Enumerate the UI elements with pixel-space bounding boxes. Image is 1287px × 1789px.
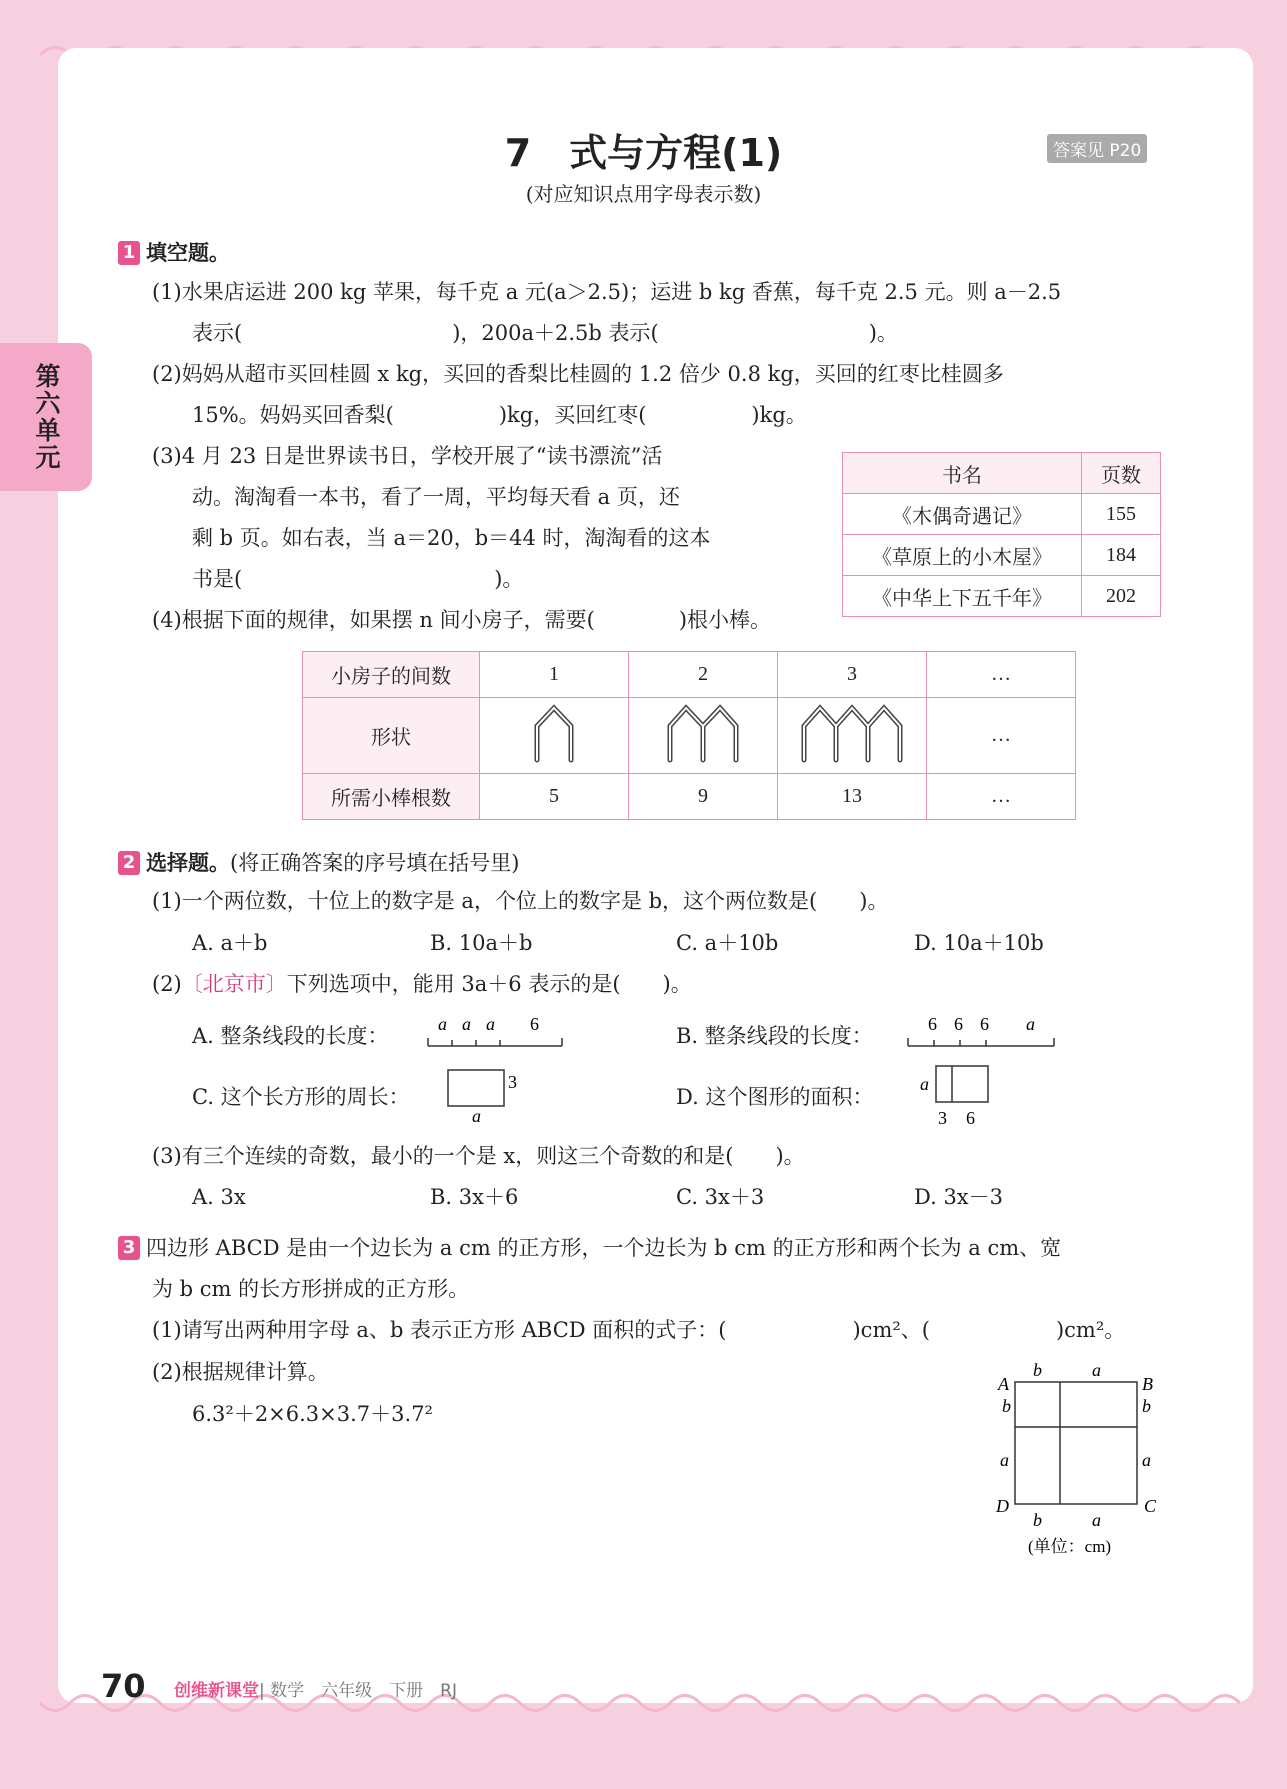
- s1-q2-line2: 15%。妈妈买回香梨( )kg，买回红枣( )kg。: [192, 403, 807, 427]
- s2-q3-opt-a: A. 3x: [192, 1185, 246, 1209]
- unit-side-tab: [0, 343, 92, 491]
- segment-diagram-b: [906, 1012, 1058, 1052]
- table-row: [843, 494, 1161, 535]
- page-title: 7 式与方程(1): [504, 131, 783, 175]
- unit-label: 第六单元: [32, 363, 61, 471]
- house-shape-1: [480, 698, 629, 774]
- s1-q3-line2: 动。淘淘看一本书，看了一周，平均每天看 a 页，还: [192, 485, 680, 509]
- s2-q2-region-tag: 〔北京市〕: [181, 972, 287, 996]
- rect-c-width: 3: [508, 1072, 517, 1092]
- house-stick-figure-3: [796, 702, 908, 764]
- s2-q2-opt-b: B. 整条线段的长度：: [676, 1024, 873, 1048]
- section1-heading: [118, 237, 230, 267]
- area-d-height: a: [920, 1074, 929, 1094]
- sticks-needed-label: 所需小棒根数: [303, 774, 480, 820]
- unit-caption: (单位：cm): [1028, 1537, 1112, 1556]
- top-a-label: a: [1092, 1360, 1101, 1380]
- bottom-a-label: a: [1092, 1510, 1101, 1530]
- right-a-label: a: [1142, 1450, 1151, 1470]
- footer-info: [174, 1676, 457, 1701]
- s1-q1-line2: 表示( )，200a＋2.5b 表示( )。: [192, 321, 898, 345]
- sticks-needed-cell: 13: [778, 774, 927, 820]
- house-count-cell: 2: [629, 652, 778, 698]
- right-b-label: b: [1142, 1396, 1151, 1416]
- vertex-a: A: [998, 1374, 1009, 1394]
- book-table-header-name: 书名: [843, 453, 1082, 494]
- house-stick-figure-1: [529, 702, 579, 764]
- square-abcd-figure: [990, 1360, 1170, 1560]
- vertex-b: B: [1142, 1374, 1153, 1394]
- s2-q2-prefix: (2): [152, 972, 182, 996]
- house-shape-more: …: [927, 698, 1076, 774]
- house-stick-figure-2: [662, 702, 744, 764]
- s2-q1: (1)一个两位数，十位上的数字是 a，个位上的数字是 b，这个两位数是( )。: [152, 889, 889, 913]
- section2-badge: 2: [118, 851, 140, 875]
- seg-a-label: a: [438, 1014, 447, 1034]
- house-count-cell: 1: [480, 652, 629, 698]
- vertex-d: D: [996, 1496, 1009, 1516]
- house-count-cell: 3: [778, 652, 927, 698]
- s1-q3-line1: (3)4 月 23 日是世界读书日，学校开展了“读书漂流”活: [152, 444, 663, 468]
- answer-reference-tag: 答案见 P20: [1047, 134, 1147, 163]
- sticks-needed-cell: 9: [629, 774, 778, 820]
- footer-brand: 创维新课堂: [174, 1681, 259, 1701]
- s3-line1-text: 四边形 ABCD 是由一个边长为 a cm 的正方形，一个边长为 b cm 的正方形和两个长为 a cm、宽: [146, 1236, 1062, 1260]
- area-d-right-width: 6: [966, 1108, 975, 1128]
- house-count-cell: …: [927, 652, 1076, 698]
- house-pattern-table: [302, 651, 1076, 820]
- seg-b-label: a: [1026, 1014, 1035, 1034]
- s1-q3-line4: 书是( )。: [192, 567, 524, 591]
- rect-c-length: a: [472, 1106, 481, 1124]
- section3-badge: 3: [118, 1236, 140, 1260]
- book-name: 《木偶奇遇记》: [843, 494, 1082, 535]
- table-row: [843, 576, 1161, 617]
- book-table-header-pages: 页数: [1082, 453, 1161, 494]
- s1-q1-line1: (1)水果店运进 200 kg 苹果，每千克 a 元(a＞2.5)；运进 b kg 香蕉，每千克 2.5 元。则 a－2.5: [152, 280, 1062, 304]
- page-number: 70: [101, 1667, 146, 1705]
- book-table-header: [843, 453, 1161, 494]
- book-table: [842, 452, 1161, 617]
- s3-q2: (2)根据规律计算。: [152, 1360, 329, 1384]
- s2-q1-opt-d: D. 10a＋10b: [914, 931, 1044, 955]
- rectangle-diagram-c: [446, 1066, 526, 1124]
- top-b-label: b: [1033, 1360, 1042, 1380]
- book-name: 《草原上的小木屋》: [843, 535, 1082, 576]
- footer-book-info: | 数学 六年级 下册 RJ: [259, 1681, 457, 1701]
- s3-q1: (1)请写出两种用字母 a、b 表示正方形 ABCD 面积的式子：( )cm²、( )cm²。: [152, 1318, 1126, 1342]
- house-shape-3: [778, 698, 927, 774]
- s1-q2-line1: (2)妈妈从超市买回桂圆 x kg，买回的香梨比桂圆的 1.2 倍少 0.8 kg，买回的红枣比桂圆多: [152, 362, 1004, 386]
- section2-note: (将正确答案的序号填在括号里): [230, 851, 520, 875]
- table-row: [303, 652, 1076, 698]
- s3-expression: 6.3²＋2×6.3×3.7＋3.7²: [192, 1402, 433, 1426]
- s2-q3-opt-d: D. 3x－3: [914, 1185, 1004, 1209]
- s2-q2-text: 下列选项中，能用 3a＋6 表示的是( )。: [286, 972, 692, 996]
- sticks-needed-cell: …: [927, 774, 1076, 820]
- book-name: 《中华上下五千年》: [843, 576, 1082, 617]
- section2-heading: [118, 847, 519, 877]
- s2-q2-opt-c: C. 这个长方形的周长：: [192, 1085, 410, 1109]
- s2-q1-opt-c: C. a＋10b: [676, 931, 779, 955]
- book-pages: 184: [1082, 535, 1161, 576]
- section1-badge: 1: [118, 241, 140, 265]
- s2-q2: [152, 972, 692, 997]
- s1-q4-line1: (4)根据下面的规律，如果摆 n 间小房子，需要( )根小棒。: [152, 608, 772, 632]
- section2-title: 选择题。: [146, 851, 230, 875]
- s2-q1-opt-a: A. a＋b: [192, 931, 268, 955]
- area-diagram-d: [918, 1062, 994, 1130]
- s2-q3-opt-c: C. 3x＋3: [676, 1185, 765, 1209]
- seg-b-label: 6: [928, 1014, 937, 1034]
- book-pages: 202: [1082, 576, 1161, 617]
- sticks-needed-cell: 5: [480, 774, 629, 820]
- section1-title: 填空题。: [146, 241, 230, 265]
- table-row: [303, 774, 1076, 820]
- s2-q1-opt-b: B. 10a＋b: [430, 931, 533, 955]
- segment-diagram-a: [426, 1012, 566, 1052]
- table-row: [843, 535, 1161, 576]
- left-a-label: a: [1000, 1450, 1009, 1470]
- s3-line1: [118, 1236, 1061, 1261]
- house-shape-2: [629, 698, 778, 774]
- left-b-label: b: [1002, 1396, 1011, 1416]
- shape-label: 形状: [303, 698, 480, 774]
- seg-b-label: 6: [954, 1014, 963, 1034]
- bottom-b-label: b: [1033, 1510, 1042, 1530]
- vertex-c: C: [1144, 1496, 1157, 1516]
- s2-q3: (3)有三个连续的奇数，最小的一个是 x，则这三个奇数的和是( )。: [152, 1144, 805, 1168]
- s2-q2-opt-a: A. 整条线段的长度：: [192, 1024, 389, 1048]
- seg-a-label: a: [462, 1014, 471, 1034]
- page-subtitle: (对应知识点用字母表示数): [525, 182, 762, 206]
- table-row: [303, 698, 1076, 774]
- seg-a-label: a: [486, 1014, 495, 1034]
- s2-q2-opt-d: D. 这个图形的面积：: [676, 1085, 874, 1109]
- area-d-left-width: 3: [938, 1108, 947, 1128]
- s1-q3-line3: 剩 b 页。如右表，当 a＝20，b＝44 时，淘淘看的这本: [192, 526, 711, 550]
- house-count-label: 小房子的间数: [303, 652, 480, 698]
- seg-b-label: 6: [980, 1014, 989, 1034]
- seg-a-label: 6: [530, 1014, 539, 1034]
- book-pages: 155: [1082, 494, 1161, 535]
- s3-line2: 为 b cm 的长方形拼成的正方形。: [152, 1277, 470, 1301]
- s2-q3-opt-b: B. 3x＋6: [430, 1185, 519, 1209]
